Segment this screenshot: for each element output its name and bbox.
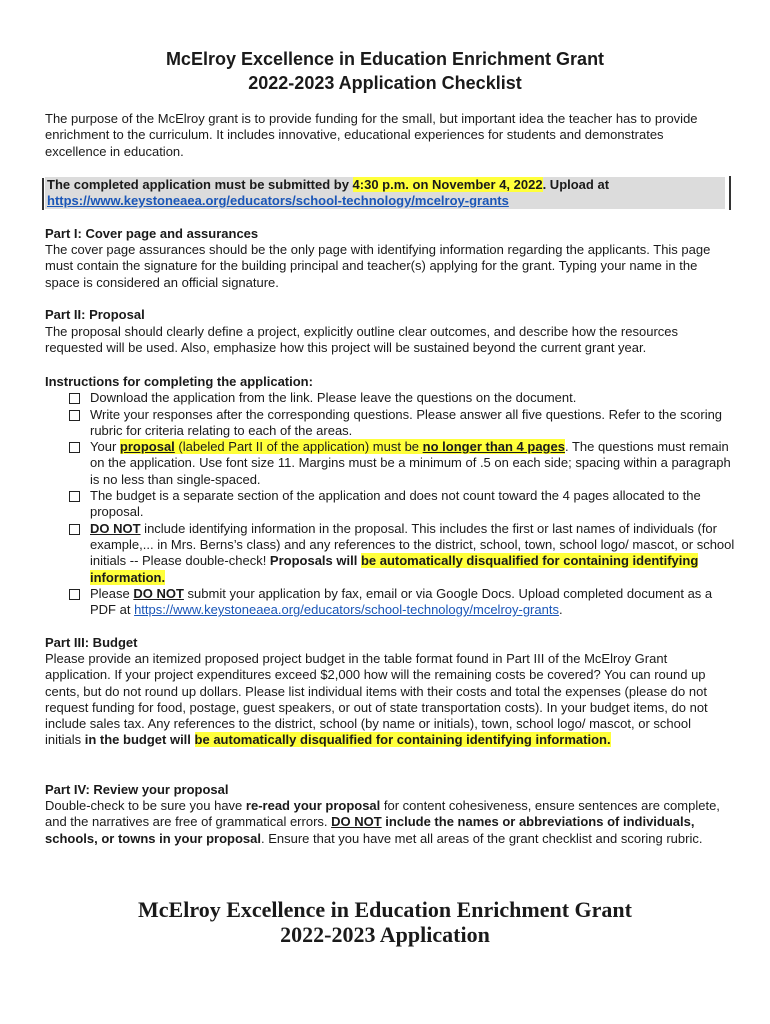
checkbox-icon <box>69 491 80 502</box>
item6-text-a: Please <box>90 585 134 601</box>
part1-body: The cover page assurances should be the only page with identifying information regarding the applicants. This page must contain the signature for the building principal and teacher(s) applying for the grant. Typing your name in the space is considered an official signature. <box>45 242 711 290</box>
part3-bold: in the budget will <box>84 732 195 748</box>
checklist-item <box>45 586 735 619</box>
item5-do-not: DO NOT <box>90 520 141 536</box>
left-border-mark <box>42 178 44 210</box>
checklist-item <box>45 439 735 488</box>
checkbox-icon <box>69 393 80 404</box>
part4-heading: Part IV: Review your proposal <box>45 782 229 797</box>
checklist-item <box>45 390 735 406</box>
checklist-item <box>45 407 735 440</box>
item3-text-c: (labeled Part II of the application) must be <box>174 439 423 455</box>
part4-text-a: Double-check to be sure you have <box>45 798 246 813</box>
item3-page-limit: no longer than 4 pages <box>422 439 565 455</box>
part3-body <box>45 651 725 749</box>
part4-text-c: for content cohesiveness, ensure sentences are complete, and the narratives are free of grammatical errors. <box>45 798 720 830</box>
item6-do-not: DO NOT <box>133 585 184 601</box>
part4-text-e: include the names or abbreviations of individuals, schools, or towns in your proposal <box>45 814 695 846</box>
intro-paragraph: The purpose of the McElroy grant is to provide funding for the small, but important idea the teacher has to provide enrichment to the curriculum. It includes innovative, educational experiences for students and demonstrates excellence in education. <box>45 111 698 159</box>
part4-do-not: DO NOT <box>331 814 382 830</box>
deadline-date: 4:30 p.m. on November 4, 2022 <box>352 177 543 192</box>
item6-text-d: . <box>558 602 563 618</box>
checkbox-icon <box>69 410 80 421</box>
item6-text-c: submit your application by fax, email or via Google Docs. Upload completed document as a PDF at <box>90 585 713 618</box>
checklist-item-text: Write your responses after the corresponding questions. Please answer all five questions. Refer to the scoring rubric for criteria relating to each of the areas. <box>90 406 723 438</box>
part1-heading: Part I: Cover page and assurances <box>45 226 259 241</box>
checkbox-icon <box>69 589 80 600</box>
part3-text: Please provide an itemized proposed project budget in the table format found in Part III of the McElroy Grant application. If your project expenditures exceed $2,000 how will the remaining costs be covered? You can round up cents, but do not round up dollars. Please list individual items with their costs and total the expenses (please do not request funding for food, postage, guest speakers, or out of state transportation costs). In your budget items, do not include sales tax. Any references to the district, school (by name or initials), town, school logo/ mascot, or school initials <box>45 651 708 748</box>
deadline-notice <box>45 177 725 209</box>
part4-text-f: . Ensure that you have met all areas of the grant checklist and scoring rubric. <box>260 830 703 846</box>
checkbox-icon <box>69 442 80 453</box>
right-border-mark <box>729 176 731 210</box>
page-title: McElroy Excellence in Education Enrichment Grant <box>165 49 605 69</box>
deadline-suffix: . Upload at <box>542 177 610 192</box>
part2-heading: Part II: Proposal <box>45 307 145 322</box>
page-subtitle: 2022-2023 Application Checklist <box>248 73 522 93</box>
part4-reread: re-read your proposal <box>245 798 381 813</box>
checklist-item <box>45 488 735 521</box>
item5-text-c: Proposals will <box>269 553 361 569</box>
checkbox-icon <box>69 524 80 535</box>
item5-disqualify: be automatically disqualified for containing identifying information. <box>90 553 699 585</box>
checklist-item-text: The budget is a separate section of the application and does not count toward the 4 pages allocated to the proposal. <box>90 488 701 520</box>
deadline-prefix: The completed application must be submitted by <box>47 177 353 192</box>
instructions-checklist <box>45 374 735 618</box>
application-subtitle: 2022-2023 Application <box>280 922 490 947</box>
checklist-item <box>45 521 735 586</box>
item6-upload-link[interactable]: https://www.keystoneaea.org/educators/school-technology/mcelroy-grants <box>134 602 559 618</box>
part3-heading: Part III: Budget <box>45 635 138 650</box>
item3-proposal: proposal <box>119 439 175 455</box>
instructions-heading: Instructions for completing the application: <box>45 374 313 389</box>
part2-body: The proposal should clearly define a project, explicitly outline clear outcomes, and describe how the resources requested will be used. Also, emphasize how this project will be sustained beyond the current grant year. <box>45 324 679 356</box>
checklist-item-text: Download the application from the link. Please leave the questions on the document. <box>90 390 577 406</box>
upload-link[interactable]: https://www.keystoneaea.org/educators/school-technology/mcelroy-grants <box>47 193 509 208</box>
part3-disqualify: be automatically disqualified for containing identifying information. <box>194 732 611 748</box>
item3-text-e: . The questions must remain on the application. Use font size 11. Margins must be a minimum of .5 on each side; spacing within a paragraph is no less than single-spaced. <box>90 439 731 487</box>
part4-body <box>45 798 725 847</box>
item5-text-b: include identifying information in the proposal. This includes the first or last names of individuals (for example,... in Mrs. Berns’s class) and any references to the district, school, town, school logo/ mascot, or school initials -- Please double-check! <box>90 520 735 569</box>
application-title: McElroy Excellence in Education Enrichment Grant <box>138 897 632 922</box>
item3-text-a: Your <box>90 439 120 455</box>
